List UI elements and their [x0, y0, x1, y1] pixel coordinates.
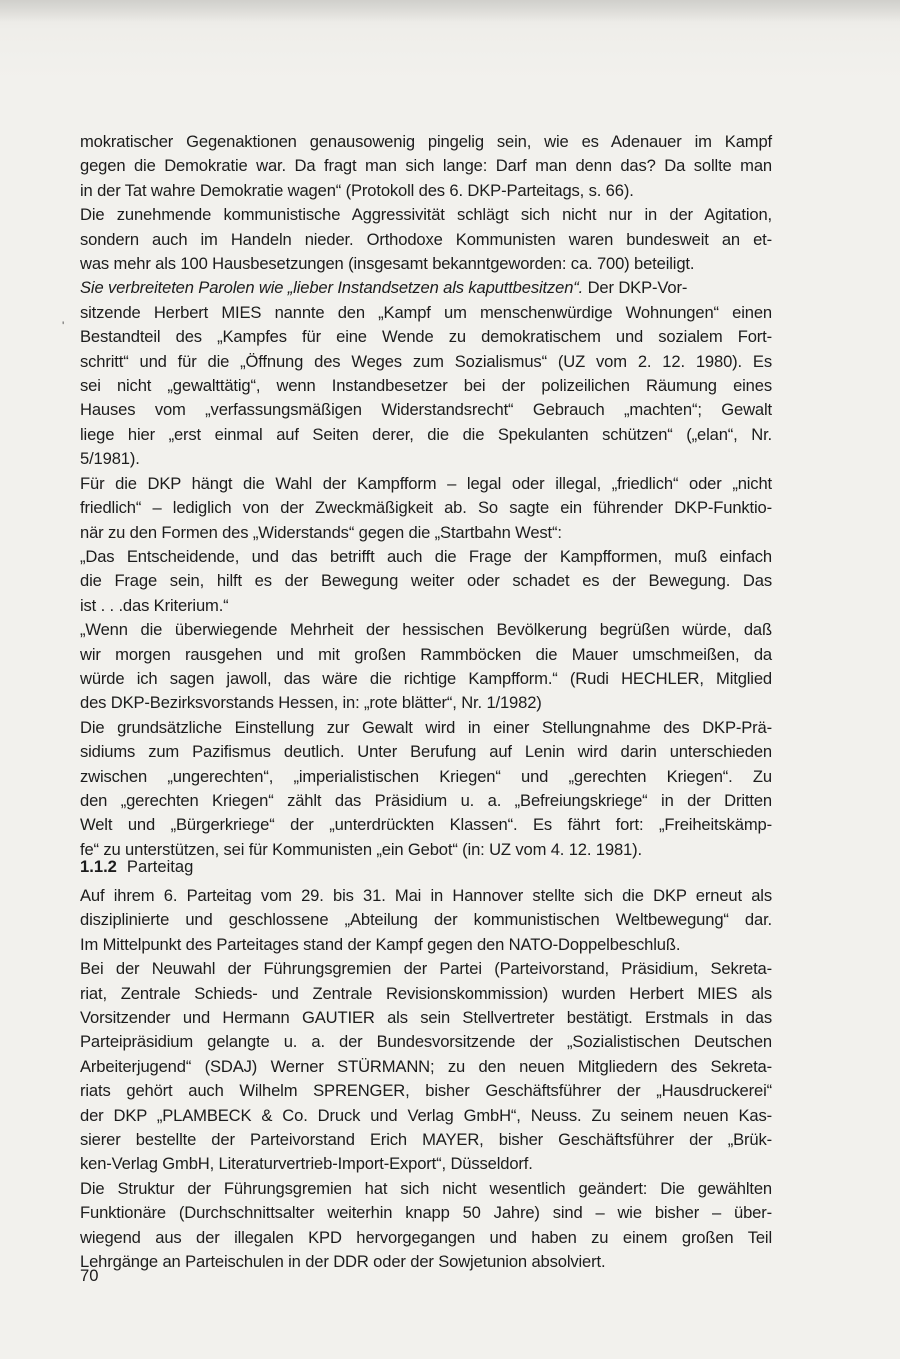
text-line: Für die DKP hängt die Wahl der Kampfform – legal oder illegal, „friedlich“ oder „nicht [80, 473, 772, 493]
text-line: 5/1981). [80, 449, 140, 469]
scan-shadow [0, 0, 900, 22]
text-line: fe“ zu unterstützen, sei für Kommunisten „ein Gebot“ (in: UZ vom 4. 12. 1981). [80, 839, 642, 859]
text-line: Welt und „Bürgerkriege“ der „unterdrückten Klassen“. Es fährt fort: „Freiheitskämp- [80, 815, 772, 835]
text-line: Hauses vom „verfassungsmäßigen Widerstandsrecht“ Gebrauch „machten“; Gewalt [80, 400, 772, 420]
text-line: ist . . .das Kriterium.“ [80, 595, 229, 615]
text-line: der DKP „PLAMBECK & Co. Druck und Verlag GmbH“, Neuss. Zu seinem neuen Kas- [80, 1105, 772, 1125]
text-line: „Das Entscheidende, und das betrifft auch die Frage der Kampfformen, muß einfach [80, 546, 772, 566]
text-line: riat, Zentrale Schieds- und Zentrale Revisionskommission) wurden Herbert MIES als [80, 983, 772, 1003]
italic-slogan: Sie verbreiteten Parolen wie „lieber Instandsetzen als kaputtbesitzen“. [80, 278, 584, 298]
text-line: mokratischer Gegenaktionen genausowenig pingelig sein, wie es Adenauer im Kampf [80, 132, 772, 151]
text-line-mixed [80, 276, 772, 300]
text-line: wir morgen rausgehen und mit großen Rammböcken die Mauer umschmeißen, da [80, 644, 772, 664]
text-line: sitzende Herbert MIES nannte den „Kampf um menschenwürdige Wohnungen“ einen [80, 302, 772, 322]
text-line: Bei der Neuwahl der Führungsgremien der Partei (Parteivorstand, Präsidium, Sekreta- [80, 959, 772, 979]
text-line: Auf ihrem 6. Parteitag vom 29. bis 31. Mai in Hannover stellte sich die DKP erneut als [80, 886, 772, 905]
text-line: in der Tat wahre Demokratie wagen“ (Protokoll des 6. DKP-Parteitags, s. 66). [80, 180, 634, 200]
text-line: Die grundsätzliche Einstellung zur Gewalt wird in einer Stellungnahme des DKP-Prä- [80, 717, 772, 737]
text-line: Funktionäre (Durchschnittsalter weiterhin knapp 50 Jahre) sind – wie bisher – über- [80, 1203, 772, 1223]
text-line: zwischen „ungerechten“, „imperialistischen Kriegen“ und „gerechten Kriegen“. Zu [80, 766, 772, 786]
text-line: die Frage sein, hilft es der Bewegung weiter oder schadet es der Bewegung. Das [80, 571, 772, 591]
text-line: sidiums zum Pazifismus deutlich. Unter Berufung auf Lenin wird darin unterschieden [80, 742, 772, 762]
text-line: Lehrgänge an Parteischulen in der DDR oder der Sowjetunion absolviert. [80, 1252, 606, 1272]
text-line: disziplinierte und geschlossene „Abteilung der kommunistischen Weltbewegung“ dar. [80, 910, 772, 930]
text-continuation: Der DKP-Vor- [583, 278, 688, 298]
section-heading [80, 855, 193, 879]
text-line: när zu den Formen des „Widerstands“ gegen die „Startbahn West“: [80, 522, 562, 542]
text-line: Im Mittelpunkt des Parteitages stand der Kampf gegen den NATO-Doppelbeschluß. [80, 934, 681, 954]
text-line: „Wenn die überwiegende Mehrheit der hessischen Bevölkerung begrüßen würde, daß [80, 620, 772, 640]
section-number: 1.1.2 [80, 857, 117, 876]
text-line: Arbeiterjugend“ (SDAJ) Werner STÜRMANN; zu den neuen Mitgliedern des Sekreta- [80, 1056, 772, 1076]
text-line: des DKP-Bezirksvorstands Hessen, in: „rote blätter“, Nr. 1/1982) [80, 693, 542, 713]
text-line: ken-Verlag GmbH, Literaturvertrieb-Import-Export“, Düsseldorf. [80, 1154, 533, 1174]
text-line: Parteipräsidium gelangte u. a. der Bundesvorsitzende der „Sozialistischen Deutschen [80, 1032, 772, 1052]
text-line: friedlich“ – lediglich von der Zweckmäßigkeit ab. So sagte ein führender DKP-Funktio- [80, 498, 772, 518]
text-line: Bestandteil des „Kampfes für eine Wende zu demokratischem und sozialem Fort- [80, 327, 772, 347]
text-line: sei nicht „gewalttätig“, wenn Instandbesetzer bei der polizeilichen Räumung eines [80, 376, 772, 396]
text-line: riats gehört auch Wilhelm SPRENGER, bisher Geschäftsführer der „Hausdruckerei“ [80, 1081, 772, 1101]
text-line: den „gerechten Kriegen“ zählt das Präsidium u. a. „Befreiungskriege“ in der Dritten [80, 790, 772, 810]
text-line: gegen die Demokratie war. Da fragt man sich lange: Darf man denn das? Da sollte man [80, 156, 772, 176]
text-line: Vorsitzender und Hermann GAUTIER als sein Stellvertreter bestätigt. Erstmals in das [80, 1008, 772, 1028]
text-line: liege hier „erst einmal auf Seiten derer, die die Spekulanten schützen“ („elan“, Nr. [80, 424, 772, 444]
text-line: würde ich sagen jawoll, das wäre die richtige Kampfform.“ (Rudi HECHLER, Mitglied [80, 668, 772, 688]
text-line: Die zunehmende kommunistische Aggressivität schlägt sich nicht nur in der Agitation, [80, 205, 772, 225]
body-text-top [80, 130, 772, 862]
text-line: schritt“ und für die „Öffnung des Weges zum Sozialismus“ (UZ vom 2. 12. 1980). Es [80, 351, 772, 371]
body-text-section [80, 884, 772, 1275]
section-title: Parteitag [126, 857, 194, 876]
page-number: 70 [80, 1266, 99, 1285]
text-line: wiegend aus der illegalen KPD hervorgegangen und haben zu einem großen Teil [80, 1227, 772, 1247]
text-line: Die Struktur der Führungsgremien hat sich nicht wesentlich geändert: Die gewählten [80, 1178, 772, 1198]
text-line: sierer bestellte der Parteivorstand Erich MAYER, bisher Geschäftsführer der „Brük- [80, 1130, 772, 1150]
text-line: sondern auch im Handeln nieder. Orthodoxe Kommunisten waren bundesweit an et- [80, 229, 772, 249]
margin-tick: ' [62, 319, 65, 333]
text-line: was mehr als 100 Hausbesetzungen (insgesamt bekanntgeworden: ca. 700) beteiligt. [80, 254, 695, 274]
